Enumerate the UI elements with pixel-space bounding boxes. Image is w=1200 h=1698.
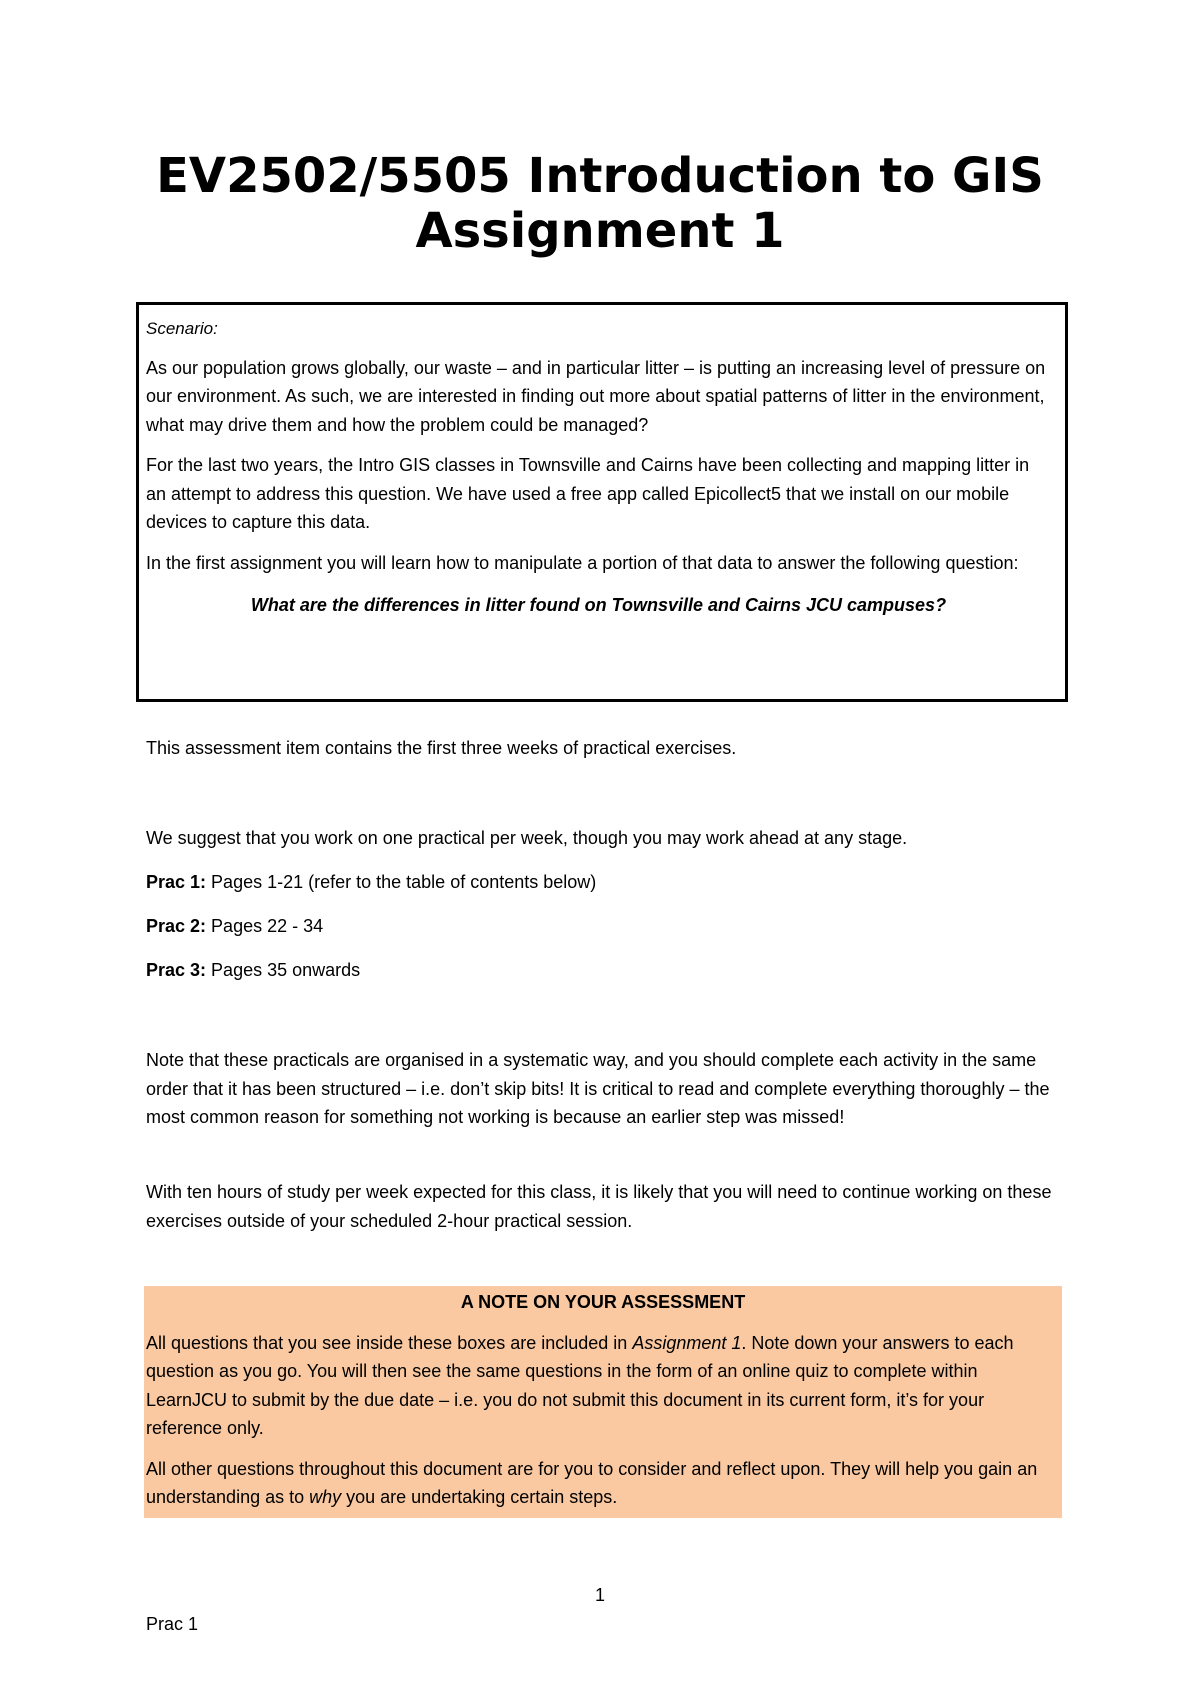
prac-1-text: Pages 1-21 (refer to the table of contents below) xyxy=(206,872,597,892)
intro-paragraph: This assessment item contains the first three weeks of practical exercises. xyxy=(146,738,737,758)
assessment-note-p2-text-a: All other questions throughout this document are for you to consider and reflect upon. They will help you gain an understanding as to xyxy=(146,1458,1038,1507)
prac-1-label: Prac 1: xyxy=(146,872,207,892)
assessment-note-paragraph-1 xyxy=(146,1329,1060,1443)
prac-2-line xyxy=(146,912,1066,941)
assessment-note-heading: A NOTE ON YOUR ASSESSMENT xyxy=(460,1292,746,1312)
assessment-note-p1-text-a: All questions that you see inside these boxes are included in xyxy=(146,1332,633,1353)
scenario-paragraph-2: For the last two years, the Intro GIS classes in Townsville and Cairns have been collecting and mapping litter in an attempt to address this question. We have used a free app called Epicollect5 that we install on our mobile devices to capture this data. xyxy=(146,455,1030,532)
scenario-box xyxy=(136,302,1068,702)
assessment-note-p2-text-b: you are undertaking certain steps. xyxy=(341,1487,618,1507)
prac-2-text: Pages 22 - 34 xyxy=(206,916,324,936)
prac-2-label: Prac 2: xyxy=(146,916,207,936)
page-footer: Prac 1 xyxy=(146,1614,199,1634)
scenario-question: What are the differences in litter found on Townsville and Cairns JCU campuses? xyxy=(250,595,947,615)
assessment-note-p1-text-b: . Note down your answers to each question as you go. You will then see the same questions in the form of an online quiz to complete within LearnJCU to submit by the due date – i.e. you do not submit this document in its current form, it’s for your reference only. xyxy=(146,1332,1014,1438)
scenario-paragraph-1: As our population grows globally, our waste – and in particular litter – is putting an increasing level of pressure on our environment. As such, we are interested in finding out more about spatial patterns of litter in the environment, what may drive them and how the problem could be managed? xyxy=(146,357,1046,435)
prac-3-line xyxy=(146,956,1066,985)
suggest-paragraph: We suggest that you work on one practical per week, though you may work ahead at any stage. xyxy=(146,828,908,848)
prac-1-line xyxy=(146,868,1066,897)
assessment-note-p1-emphasis: Assignment 1 xyxy=(632,1332,742,1353)
scenario-paragraph-3: In the first assignment you will learn how to manipulate a portion of that data to answer the following question: xyxy=(146,552,1019,573)
scenario-label: Scenario: xyxy=(146,319,218,338)
page-number: 1 xyxy=(594,1585,605,1605)
study-hours-paragraph: With ten hours of study per week expected for this class, it is likely that you will need to continue working on these exercises outside of your scheduled 2-hour practical session. xyxy=(146,1182,1052,1231)
assessment-note-box xyxy=(144,1286,1062,1518)
assessment-note-paragraph-2 xyxy=(146,1455,1060,1512)
systematic-note-paragraph: Note that these practicals are organised in a systematic way, and you should complete each activity in the same order that it has been structured – i.e. don’t skip bits! It is critical to read and complete everything thoroughly – the most common reason for something not working is because an earlier step was missed! xyxy=(146,1050,1050,1127)
prac-3-text: Pages 35 onwards xyxy=(206,960,361,980)
assessment-note-p2-emphasis: why xyxy=(309,1487,342,1507)
document-title-line1: EV2502/5505 Introduction to GIS xyxy=(156,148,1044,204)
prac-3-label: Prac 3: xyxy=(146,960,207,980)
document-title-line2: Assignment 1 xyxy=(415,203,785,259)
